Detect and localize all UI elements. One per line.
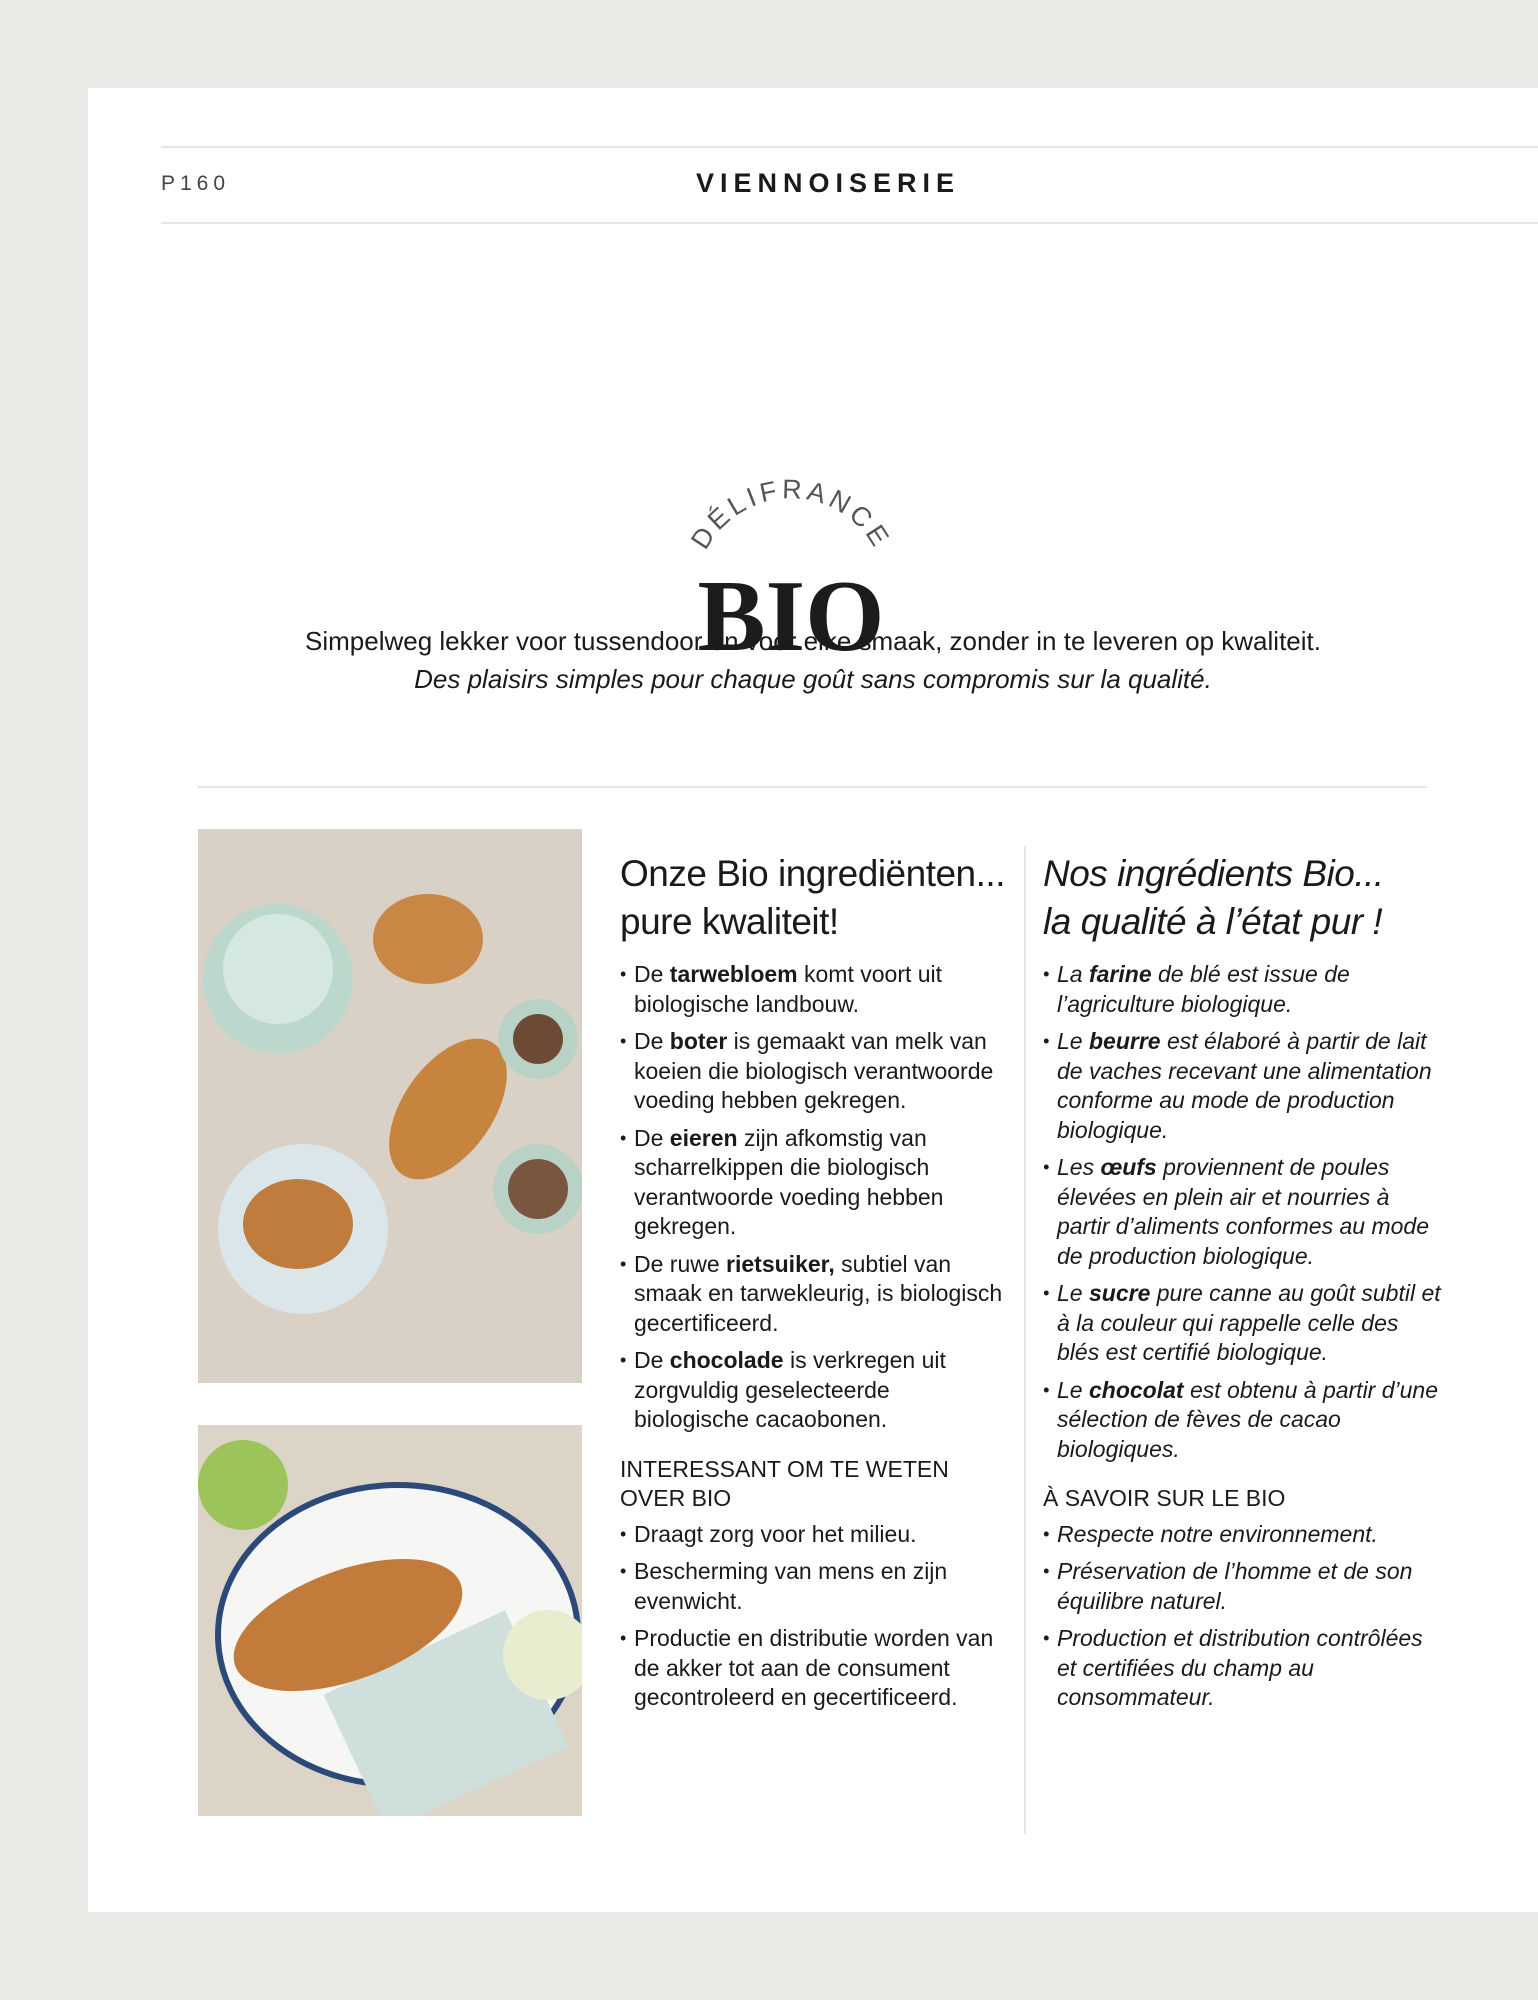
list-item: • Productie en distributie worden van de akker tot aan de consument gecontroleerd en gecertificeerd. <box>620 1624 1010 1713</box>
list-item: • Respecte notre environnement. <box>1043 1520 1443 1550</box>
list-item: • Les œufs proviennent de poules élevées en plein air et nourries à partir d’aliments conformes au mode de production biologique. <box>1043 1153 1443 1271</box>
fr-facts-list <box>1043 1520 1443 1713</box>
dutch-column <box>620 850 1010 1721</box>
nl-facts-list <box>620 1520 1010 1713</box>
nl-ingredient-list <box>620 960 1010 1435</box>
list-item: • Le beurre est élaboré à partir de lait de vaches recevant une alimentation conforme au mode de production biologique. <box>1043 1027 1443 1145</box>
list-item: • Le sucre pure canne au goût subtil et à la couleur qui rappelle celle des blés est certifié biologique. <box>1043 1279 1443 1368</box>
intro-nl: Simpelweg lekker voor tussendoor en voor elke smaak, zonder in te leveren op kwaliteit. <box>305 626 1321 656</box>
list-item: • De chocolade is verkregen uit zorgvuldig geselecteerde biologische cacaobonen. <box>620 1346 1010 1435</box>
photo-teapot-croissants <box>198 829 582 1383</box>
catalog-page <box>88 88 1538 1912</box>
fr-ingredient-list <box>1043 960 1443 1464</box>
french-column <box>1043 850 1443 1721</box>
logo-main-text: BIO <box>697 560 885 668</box>
page-number: P160 <box>161 172 231 195</box>
list-item: • Draagt zorg voor het milieu. <box>620 1520 1010 1550</box>
logo-arc-text: DÉLIFRANCE <box>685 474 897 555</box>
list-item: • De eieren zijn afkomstig van scharrelkippen die biologisch verantwoorde voeding hebben gekregen. <box>620 1124 1010 1242</box>
fr-subheading: À SAVOIR SUR LE BIO <box>1043 1485 1286 1511</box>
section-title: VIENNOISERIE <box>695 168 961 198</box>
header-bottom-rule <box>161 222 1538 224</box>
list-item: • De tarwebloem komt voort uit biologische landbouw. <box>620 960 1010 1019</box>
list-item: • Production et distribution contrôlées et certifiées du champ au consommateur. <box>1043 1624 1443 1713</box>
column-divider <box>1024 846 1026 1834</box>
list-item: • Préservation de l’homme et de son équilibre naturel. <box>1043 1557 1443 1616</box>
list-item: • De boter is gemaakt van melk van koeien die biologisch verantwoorde voeding hebben gekregen. <box>620 1027 1010 1116</box>
list-item: • Le chocolat est obtenu à partir d’une sélection de fèves de cacao biologiques. <box>1043 1376 1443 1465</box>
nl-heading: Onze Bio ingrediënten... pure kwaliteit! <box>620 853 1005 942</box>
header-top-rule <box>161 146 1538 148</box>
intro-fr: Des plaisirs simples pour chaque goût sans compromis sur la qualité. <box>414 664 1212 694</box>
list-item: • De ruwe rietsuiker, subtiel van smaak en tarwekleurig, is biologisch gecertificeerd. <box>620 1250 1010 1339</box>
list-item: • La farine de blé est issue de l’agriculture biologique. <box>1043 960 1443 1019</box>
fr-heading: Nos ingrédients Bio... la qualité à l’état pur ! <box>1043 853 1384 942</box>
nl-subheading: INTERESSANT OM TE WETEN OVER BIO <box>620 1455 949 1511</box>
list-item: • Bescherming van mens en zijn evenwicht. <box>620 1557 1010 1616</box>
content-divider <box>198 786 1427 788</box>
photo-croissant-plate <box>198 1425 582 1816</box>
